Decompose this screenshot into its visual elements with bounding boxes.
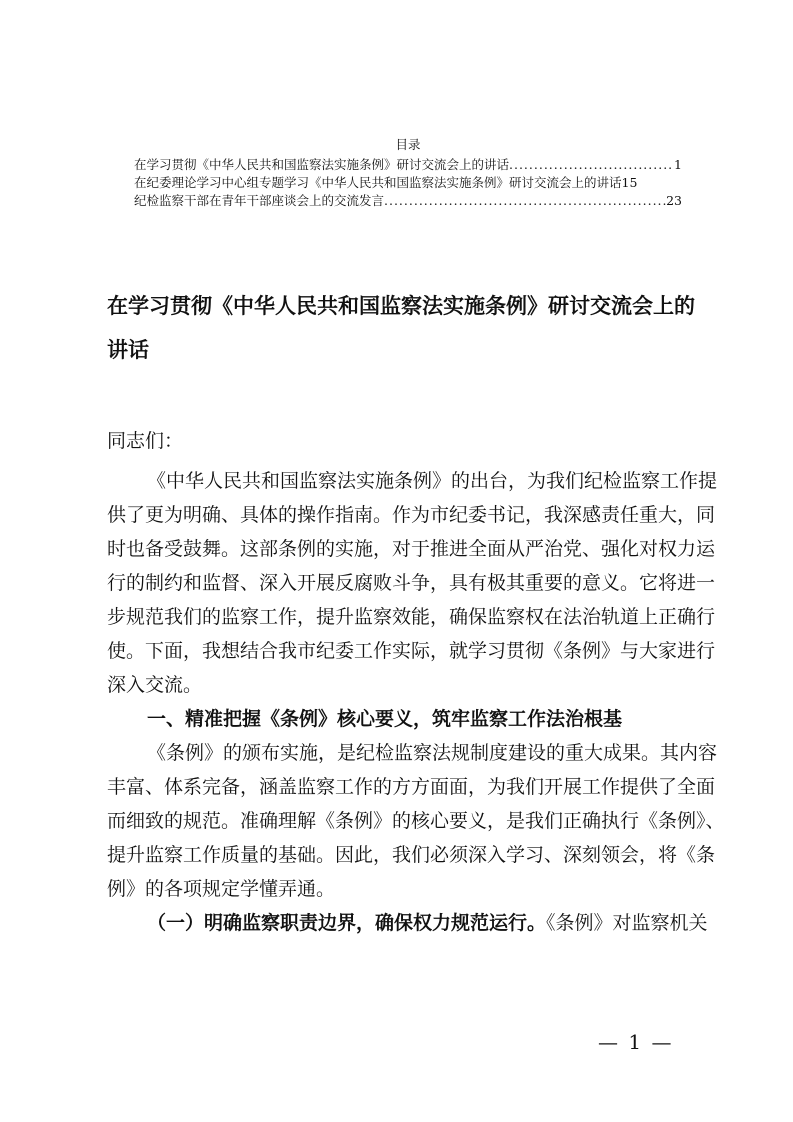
salutation: 同志们： <box>107 430 184 452</box>
text-line: 步规范我们的监察工作，提升监察效能，确保监察权在法治轨道上正确行 <box>107 606 716 628</box>
section-heading: 一、精准把握《条例》核心要义，筑牢监察工作法治根基 <box>147 708 623 730</box>
text-line: 时也备受鼓舞。这部条例的实施，对于推进全面从严治党、强化对权力运 <box>107 538 716 560</box>
document-body <box>107 424 725 940</box>
toc-leader <box>509 156 674 174</box>
toc-entry-title: 纪检监察干部在青年干部座谈会上的交流发言 <box>134 193 385 208</box>
toc-leader <box>384 192 666 210</box>
text-line: 例》的各项规定学懂弄通。 <box>107 878 336 900</box>
toc-entry-page: 23 <box>666 193 682 208</box>
toc-entry[interactable] <box>134 174 682 192</box>
table-of-contents <box>134 136 682 210</box>
paragraph <box>107 736 725 906</box>
text-line: 而细致的规范。准确理解《条例》的核心要义，是我们正确执行《条例》、 <box>107 810 725 832</box>
title-line: 讲话 <box>107 338 149 362</box>
paragraph <box>107 464 718 702</box>
text-run: 《条例》对监察机关 <box>546 912 708 934</box>
text-line: 使。下面，我想结合我市纪委工作实际，就学习贯彻《条例》与大家进行 <box>107 640 716 662</box>
toc-entry-title: 在纪委理论学习中心组专题学习《中华人民共和国监察法实施条例》研讨交流会上的讲话 <box>134 175 622 190</box>
text-line: 供了更为明确、具体的操作指南。作为市纪委书记，我深感责任重大，同 <box>107 504 716 526</box>
toc-entry[interactable] <box>134 156 682 174</box>
document-title <box>107 284 697 372</box>
text-line: 《中华人民共和国监察法实施条例》的出台，为我们纪检监察工作提 <box>147 470 718 492</box>
text-line: 提升监察工作质量的基础。因此，我们必须深入学习、深刻领会，将《条 <box>107 844 716 866</box>
paragraph <box>107 906 708 940</box>
subheading: （一）明确监察职责边界，确保权力规范运行。 <box>147 912 547 934</box>
toc-entry-page: 1 <box>674 157 682 172</box>
text-line: 深入交流。 <box>107 674 203 696</box>
text-line: 行的制约和监督、深入开展反腐败斗争，具有极其重要的意义。它将进一 <box>107 572 716 594</box>
title-line: 在学习贯彻《中华人民共和国监察法实施条例》研讨交流会上的 <box>107 294 695 318</box>
toc-entry[interactable] <box>134 192 682 210</box>
text-line: 《条例》的颁布实施，是纪检监察法规制度建设的重大成果。其内容 <box>147 742 718 764</box>
toc-entry-page: 15 <box>621 175 638 190</box>
page-number: — 1 — <box>598 1030 674 1054</box>
text-line: 丰富、体系完备，涵盖监察工作的方方面面，为我们开展工作提供了全面 <box>107 776 716 798</box>
toc-entry-title: 在学习贯彻《中华人民共和国监察法实施条例》研讨交流会上的讲话 <box>134 157 510 172</box>
toc-title: 目录 <box>395 137 421 152</box>
